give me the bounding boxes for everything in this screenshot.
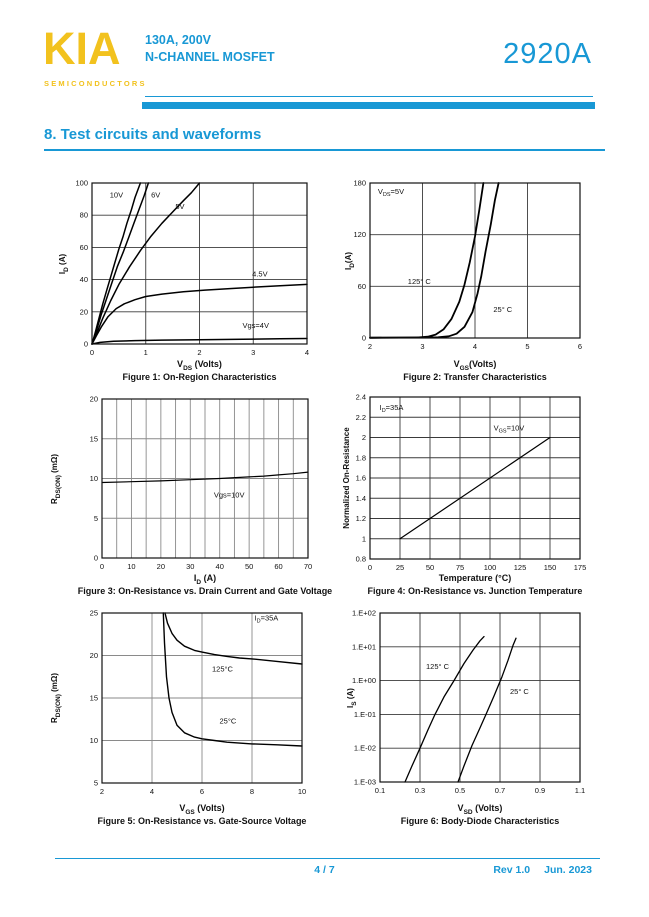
ylabel-unit: (mΩ) (50, 673, 60, 695)
part-type: N-CHANNEL MOSFET (145, 50, 275, 64)
svg-text:125° C: 125° C (407, 276, 431, 286)
footer-rule (55, 858, 600, 859)
svg-text:10V: 10V (109, 190, 124, 200)
svg-text:1.E+00: 1.E+00 (352, 676, 376, 686)
svg-text:2: 2 (197, 348, 202, 357)
svg-text:15: 15 (89, 693, 98, 703)
svg-text:4: 4 (304, 348, 310, 357)
ylabel-text: Normalized On-Resistance (342, 427, 352, 529)
svg-text:0.1: 0.1 (374, 786, 386, 795)
svg-text:5: 5 (93, 778, 98, 788)
svg-text:4.5V: 4.5V (252, 269, 268, 279)
svg-text:2: 2 (367, 342, 373, 351)
svg-text:1.E-01: 1.E-01 (353, 709, 376, 719)
svg-text:10: 10 (127, 562, 136, 571)
header-rule-thick (142, 102, 595, 109)
figure-2-caption: Figure 2: Transfer Characteristics (403, 372, 547, 382)
svg-text:1.1: 1.1 (574, 786, 586, 795)
section-title: 8. Test circuits and waveforms (44, 126, 262, 143)
ylabel-text: I (346, 705, 356, 708)
figure-5-caption: Figure 5: On-Resistance vs. Gate-Source Voltage (97, 816, 307, 826)
svg-text:6: 6 (577, 342, 583, 351)
ylabel-sub: DS(ON) (54, 694, 62, 718)
svg-text:25: 25 (395, 563, 405, 572)
svg-text:60: 60 (79, 242, 88, 252)
svg-text:20: 20 (89, 394, 98, 404)
ylabel-unit: (A) (344, 251, 354, 263)
svg-text:VGS=10V: $V_{GS}=10V$ (493, 423, 525, 435)
svg-text:125° C: 125° C (426, 662, 450, 672)
part-description (145, 32, 275, 66)
figure-6-ylabel (346, 688, 358, 708)
figure-5-chart (40, 602, 332, 802)
revision: Rev 1.0 (493, 864, 531, 876)
svg-text:25° C: 25° C (493, 305, 513, 315)
figure-2-xlabel (334, 359, 616, 372)
header-rule-thin (145, 96, 593, 97)
svg-text:0: 0 (361, 333, 366, 343)
svg-text:Vgs=10V: Vgs=10V (213, 490, 245, 500)
revision-block (493, 864, 592, 876)
part-number: 2920A (503, 38, 592, 70)
figure-1-caption: Figure 1: On-Region Characteristics (122, 372, 277, 382)
figure-2-transfer (340, 172, 622, 386)
svg-text:1.E+02: 1.E+02 (352, 608, 376, 618)
svg-text:4: 4 (472, 342, 478, 351)
figure-4-ylabel (342, 427, 354, 528)
svg-text:40: 40 (79, 275, 88, 285)
svg-text:Vgs=4V: Vgs=4V (242, 320, 269, 330)
svg-text:2.4: 2.4 (355, 392, 366, 402)
svg-text:20: 20 (156, 562, 166, 571)
xlabel-sub: DS (183, 364, 193, 372)
svg-text:ID=35A: $I_D=35A$ (254, 613, 279, 625)
svg-text:25: 25 (89, 608, 98, 618)
figure-1-ylabel (58, 253, 70, 273)
svg-text:125: 125 (513, 563, 527, 572)
svg-text:8: 8 (249, 787, 255, 796)
xlabel-sub: D (196, 578, 202, 586)
ylabel-text: R (50, 497, 60, 504)
xlabel-unit: (Volts) (472, 803, 503, 813)
svg-text:20: 20 (89, 651, 98, 660)
svg-text:6V: 6V (151, 190, 161, 200)
svg-text:0.9: 0.9 (534, 786, 546, 795)
section-title-rule (44, 149, 605, 151)
figure-4-rdson-vs-temp (340, 386, 622, 600)
svg-text:5V: 5V (175, 201, 185, 211)
xlabel-text: Temperature (°C) (438, 573, 512, 583)
figure-4-chart (340, 386, 622, 572)
figure-1-xlabel (54, 359, 346, 372)
xlabel-text: V (453, 359, 460, 369)
svg-text:10: 10 (89, 736, 98, 745)
figure-4-xlabel (334, 573, 616, 586)
xlabel-sub: GS (185, 808, 195, 816)
figure-3-rdson-vs-id (40, 388, 332, 600)
kia-logo: KIA (43, 23, 121, 74)
svg-text:0: 0 (367, 563, 373, 572)
svg-text:1: 1 (143, 348, 148, 357)
svg-text:10: 10 (89, 474, 98, 483)
figure-6-caption: Figure 6: Body-Diode Characteristics (400, 816, 560, 826)
part-rating: 130A, 200V (145, 33, 212, 47)
ylabel-text: I (58, 271, 68, 274)
figure-3-caption: Figure 3: On-Resistance vs. Drain Current and Gate Voltage (77, 586, 333, 596)
figure-4-caption: Figure 4: On-Resistance vs. Junction Temperature (367, 586, 583, 596)
svg-text:0: 0 (89, 348, 95, 357)
svg-text:125°C: 125°C (212, 664, 233, 674)
svg-text:2: 2 (99, 787, 105, 796)
figure-2-ylabel (344, 251, 356, 269)
svg-text:1.E-03: 1.E-03 (353, 777, 376, 787)
svg-text:2.2: 2.2 (355, 412, 366, 422)
svg-text:30: 30 (186, 562, 195, 571)
xlabel-unit: (Volts) (194, 803, 225, 813)
svg-text:3: 3 (420, 342, 425, 351)
svg-text:1.8: 1.8 (355, 453, 366, 463)
svg-text:5: 5 (93, 513, 98, 523)
xlabel-unit: (Volts) (192, 359, 222, 369)
ylabel-unit: (A) (58, 253, 68, 267)
svg-text:25° C: 25° C (510, 687, 529, 697)
svg-text:VDS=5V: $V_{DS}=5V$ (377, 187, 405, 199)
xlabel-text: V (179, 803, 186, 813)
figure-5-ylabel (50, 673, 62, 723)
figure-6-chart (340, 602, 622, 802)
figure-5-xlabel (56, 803, 348, 816)
figure-6-xlabel (339, 803, 621, 816)
svg-text:0: 0 (83, 339, 88, 349)
svg-text:0.5: 0.5 (454, 786, 466, 795)
figure-3-xlabel (59, 573, 351, 586)
xlabel-text: V (177, 359, 184, 369)
svg-text:50: 50 (425, 563, 435, 572)
figure-5-rdson-vs-vgs (40, 602, 332, 830)
page-number: 4 / 7 (314, 864, 335, 876)
svg-text:4: 4 (149, 787, 155, 796)
svg-text:0.8: 0.8 (355, 554, 366, 564)
svg-text:25°C: 25°C (219, 716, 237, 726)
ylabel-text: R (50, 717, 60, 723)
svg-text:120: 120 (353, 230, 366, 240)
svg-text:80: 80 (79, 210, 88, 220)
svg-text:1: 1 (361, 534, 366, 544)
svg-text:180: 180 (353, 178, 366, 188)
svg-text:1.4: 1.4 (355, 493, 366, 503)
svg-text:100: 100 (75, 178, 88, 188)
svg-text:5: 5 (525, 342, 530, 351)
ylabel-text: I (344, 267, 354, 270)
svg-text:10: 10 (297, 787, 307, 796)
ylabel-unit: (A) (346, 687, 356, 701)
xlabel-sub: SD (463, 808, 473, 816)
svg-text:0: 0 (99, 562, 105, 571)
svg-text:0: 0 (93, 553, 98, 563)
svg-text:60: 60 (274, 562, 283, 571)
figure-2-chart (340, 172, 622, 358)
figure-1-on-region (40, 172, 332, 386)
svg-text:150: 150 (543, 563, 557, 572)
xlabel-unit: (A) (201, 573, 217, 583)
svg-text:1.6: 1.6 (355, 473, 366, 483)
xlabel-text: V (457, 803, 464, 813)
svg-text:75: 75 (455, 563, 465, 572)
xlabel-sub: GS (459, 364, 470, 372)
svg-text:1.E+01: 1.E+01 (352, 642, 376, 652)
revision-date: Jun. 2023 (544, 864, 592, 876)
svg-text:1.E-02: 1.E-02 (353, 743, 376, 753)
figure-1-chart (40, 172, 332, 358)
svg-text:100: 100 (483, 563, 497, 572)
ylabel-sub: DS(ON) (54, 474, 62, 498)
figure-3-chart (40, 388, 332, 572)
xlabel-unit: (Volts) (469, 359, 497, 369)
xlabel-text: I (193, 573, 197, 583)
ylabel-unit: (mΩ) (50, 453, 60, 475)
figure-3-ylabel (50, 454, 62, 504)
ylabel-sub: D (348, 262, 356, 268)
svg-text:175: 175 (573, 563, 587, 572)
svg-text:20: 20 (79, 307, 88, 317)
svg-text:15: 15 (89, 434, 98, 444)
svg-text:ID=35A: $I_D=35A$ (379, 403, 404, 415)
logo-subtitle: SEMICONDUCTORS (44, 79, 147, 88)
svg-text:0.7: 0.7 (494, 786, 506, 795)
svg-text:60: 60 (357, 281, 366, 291)
ylabel-sub: S (350, 700, 358, 706)
svg-text:40: 40 (215, 562, 224, 571)
svg-text:50: 50 (244, 562, 254, 571)
svg-text:70: 70 (303, 562, 313, 571)
figure-6-body-diode (340, 602, 622, 830)
svg-text:1.2: 1.2 (355, 514, 366, 523)
svg-text:3: 3 (251, 348, 256, 357)
svg-text:0.3: 0.3 (414, 786, 426, 795)
svg-text:2: 2 (361, 433, 366, 442)
svg-text:6: 6 (199, 787, 205, 796)
ylabel-sub: D (62, 266, 70, 272)
